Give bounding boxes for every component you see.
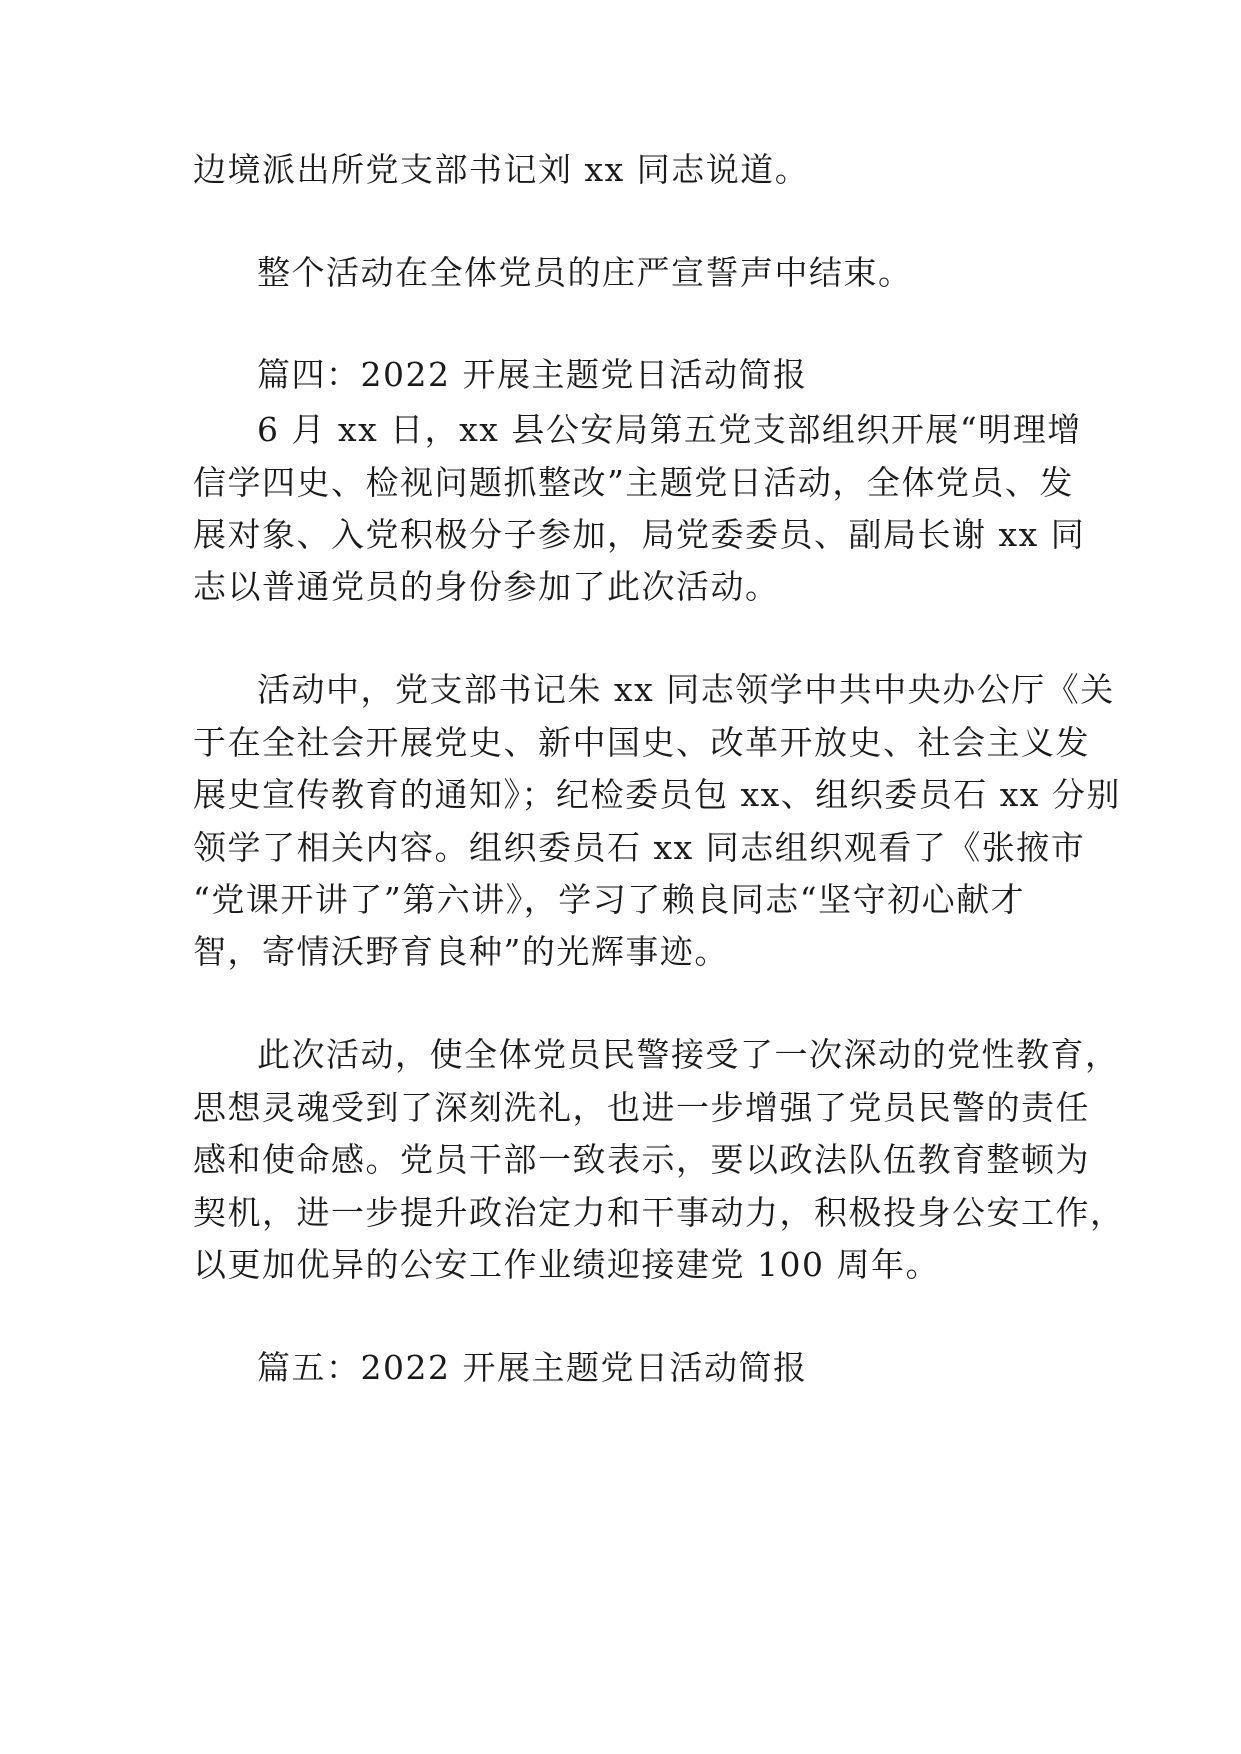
body-text-line: “党课开讲了”第六讲》，学习了赖良同志“坚守初心献才 xyxy=(193,880,1026,919)
body-text-line: 此次活动，使全体党员民警接受了一次深动的党性教育， xyxy=(257,1035,1120,1074)
section-heading: 篇四：2022 开展主题党日活动简报 xyxy=(257,355,808,394)
body-text-line: 智，寄情沃野育良种”的光辉事迹。 xyxy=(193,932,729,971)
body-text-line: 整个活动在全体党员的庄严宣誓声中结束。 xyxy=(257,253,913,292)
body-text-line: 感和使命感。党员干部一致表示，要以政法队伍教育整顿为 xyxy=(193,1140,1090,1179)
body-text-line: 志以普通党员的身份参加了此次活动。 xyxy=(193,567,780,606)
body-text-line: 展对象、入党积极分子参加，局党委委员、副局长谢 xx 同 xyxy=(193,515,1086,554)
section-heading: 篇五：2022 开展主题党日活动简报 xyxy=(257,1348,808,1387)
body-text-line: 展史宣传教育的通知》；纪检委员包 xx、组织委员石 xx 分别 xyxy=(193,775,1121,814)
body-text-line: 信学四史、检视问题抓整改”主题党日活动，全体党员、发 xyxy=(193,463,1074,502)
body-text-line: 思想灵魂受到了深刻洗礼，也进一步增强了党员民警的责任 xyxy=(193,1088,1090,1127)
body-text-line: 领学了相关内容。组织委员石 xx 同志组织观看了《张掖市 xyxy=(193,828,1086,867)
body-text-line: 活动中，党支部书记朱 xx 同志领学中共中央办公厅《关 xyxy=(257,670,1115,709)
body-text-line: 契机，进一步提升政治定力和干事动力，积极投身公安工作， xyxy=(193,1193,1125,1232)
body-text-line: 于在全社会开展党史、新中国史、改革开放史、社会主义发 xyxy=(193,723,1090,762)
body-text-line: 边境派出所党支部书记刘 xx 同志说道。 xyxy=(193,150,810,189)
body-text-line: 6 月 xx 日，xx 县公安局第五党支部组织开展“明理增 xyxy=(257,410,1082,449)
body-text-line: 以更加优异的公安工作业绩迎接建党 100 周年。 xyxy=(193,1245,940,1284)
